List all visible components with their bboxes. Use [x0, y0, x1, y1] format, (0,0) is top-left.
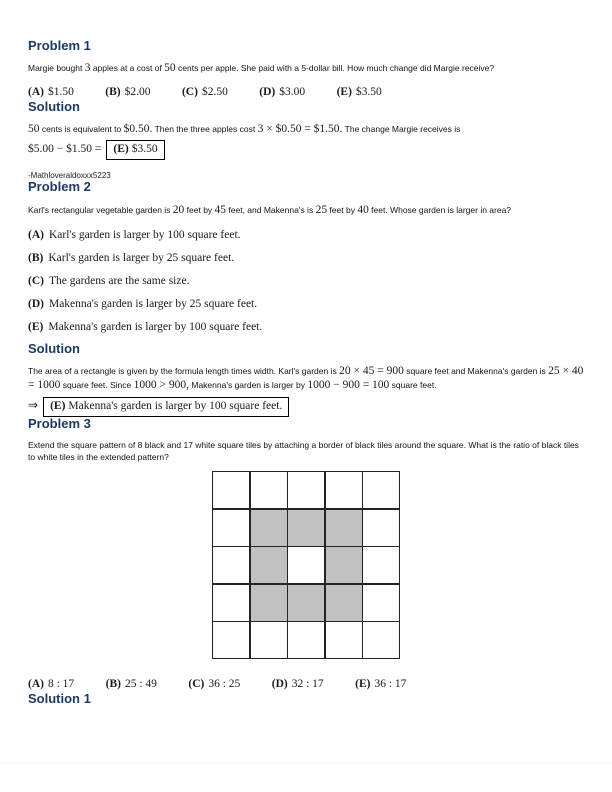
choice-label: (B): [105, 678, 121, 690]
white-tile: [288, 622, 324, 658]
shaded-tile: [251, 547, 287, 583]
choice-label: (D): [259, 86, 276, 98]
choice-label: (B): [105, 86, 121, 98]
body-text: Extend the square pattern of 8 black and 17 white square tiles by attaching a border of black tiles around the square. What is the ratio of black tiles to white tiles in the extended pattern?: [28, 440, 579, 462]
choice-label: (D): [271, 678, 288, 690]
choice-label: (C): [181, 86, 198, 98]
choice-value: $2.50: [201, 86, 228, 98]
problem-3-solution-heading: Solution 1: [28, 691, 91, 706]
problem-1-solution-line1: [28, 122, 584, 136]
white-tile: [363, 472, 399, 508]
shaded-tile: [326, 585, 362, 621]
problem-2-choices: [28, 227, 584, 334]
choice-label: (A): [28, 678, 44, 690]
choice-a: [28, 82, 74, 100]
tile-pattern-figure: [212, 471, 400, 659]
answer-label: (E): [113, 143, 129, 155]
math-text: 50: [164, 62, 176, 74]
problem-1-solution-heading: Solution: [28, 99, 80, 114]
body-text: feet by: [184, 205, 215, 215]
problem-2-solution-answer-line: [28, 397, 584, 417]
math-text: 3: [84, 62, 91, 74]
shaded-tile: [326, 510, 362, 546]
answer-text: Makenna's garden is larger by 100 square feet.: [68, 400, 283, 412]
choice-c: [188, 674, 240, 692]
choice-c: [182, 82, 228, 100]
problem-2-statement: [28, 204, 584, 216]
body-text: The change Margie receives is: [342, 124, 461, 134]
problem-2-section: [28, 180, 584, 417]
boxed-answer: [106, 140, 164, 160]
choice-a: [28, 227, 584, 242]
choice-label: (B): [28, 252, 44, 264]
problem-2-solution-paragraph: [28, 365, 584, 392]
body-text: Makenna's garden is larger by: [189, 379, 308, 390]
choice-d: [272, 674, 324, 692]
problem-1-solution-line2: [28, 140, 584, 160]
choice-value: 32 : 17: [291, 678, 324, 690]
white-tile: [363, 585, 399, 621]
math-text: 1000 − 900 = 100: [307, 378, 390, 391]
white-tile: [363, 547, 399, 583]
answer-text: $3.50: [131, 143, 158, 155]
choice-value: 36 : 25: [208, 678, 241, 690]
choice-a: [28, 674, 74, 692]
choice-value: $1.50: [47, 86, 74, 98]
white-tile: [213, 585, 249, 621]
shaded-tile: [251, 585, 287, 621]
shaded-tile: [251, 510, 287, 546]
choice-value: 25 : 49: [124, 678, 157, 690]
choice-label: (A): [28, 229, 44, 241]
choice-value: 36 : 17: [374, 678, 407, 690]
choice-label: (A): [28, 86, 44, 98]
body-text: cents is equivalent to: [39, 124, 124, 134]
body-text: square feet and Makenna's garden is: [403, 366, 549, 376]
solution-equation: $5.00 − $1.50 =: [28, 143, 102, 155]
choice-value: $3.00: [279, 86, 306, 98]
math-text: 25: [315, 204, 328, 216]
white-tile: [213, 510, 249, 546]
choice-d: [259, 82, 305, 100]
shaded-tile: [288, 585, 324, 621]
solution-attribution: -Mathloveraldoxxx5223: [28, 171, 111, 180]
choice-label: (D): [28, 298, 44, 310]
problem-1-section: [28, 39, 584, 180]
body-text: square feet.: [389, 379, 437, 390]
body-text: Karl's rectangular vegetable garden is: [28, 205, 173, 215]
math-text: 25 × 40 = 1000: [28, 365, 584, 391]
problem-2-heading: Problem 2: [28, 179, 91, 194]
white-tile: [326, 622, 362, 658]
shaded-tile: [326, 547, 362, 583]
problem-1-statement: [28, 62, 584, 74]
white-tile: [326, 472, 362, 508]
math-text: 45: [214, 204, 227, 216]
choice-value: $2.00: [124, 86, 151, 98]
choice-value: Karl's garden is larger by 100 square feet.: [48, 229, 241, 241]
problem-3-choices: [28, 674, 584, 692]
choice-label: (E): [336, 86, 352, 98]
body-text: feet by: [327, 205, 358, 215]
white-tile: [213, 622, 249, 658]
white-tile: [213, 547, 249, 583]
math-text: 20: [172, 204, 185, 216]
choice-label: (C): [188, 678, 205, 690]
choice-d: [28, 296, 584, 311]
choice-value: Makenna's garden is larger by 100 square feet.: [48, 321, 263, 333]
choice-value: Makenna's garden is larger by 25 square feet.: [48, 298, 258, 310]
math-text: $0.50.: [123, 123, 153, 135]
body-text: apples at a cost of: [90, 63, 165, 73]
white-tile: [288, 472, 324, 508]
white-tile: [251, 622, 287, 658]
problem-1-choices: [28, 82, 584, 100]
choice-label: (E): [355, 678, 371, 690]
math-text: 3 × $0.50 = $1.50.: [257, 123, 343, 135]
math-text: 40: [357, 204, 369, 216]
body-text: Margie bought: [28, 63, 85, 73]
body-text: Then the three apples cost: [152, 124, 258, 134]
choice-value: $3.50: [355, 86, 382, 98]
choice-label: (C): [28, 275, 44, 287]
choice-b: [28, 250, 584, 265]
white-tile: [288, 547, 324, 583]
white-tile: [251, 472, 287, 508]
page-bottom-edge: [0, 763, 612, 764]
choice-value: Karl's garden is larger by 25 square feet.: [48, 252, 235, 264]
body-text: cents per apple. She paid with a 5-dollar bill. How much change did Margie receive?: [175, 63, 495, 73]
choice-label: (E): [28, 321, 44, 333]
choice-e: [28, 319, 584, 334]
choice-e: [355, 674, 406, 692]
shaded-tile: [288, 510, 324, 546]
choice-c: [28, 273, 584, 288]
problem-3-section: [28, 417, 584, 706]
body-text: feet, and Makenna's is: [226, 205, 316, 215]
math-text: 1000 > 900,: [133, 378, 189, 391]
answer-label: (E): [50, 400, 66, 412]
implies-arrow: ⇒: [28, 398, 39, 412]
problem-2-solution-heading: Solution: [28, 341, 80, 356]
choice-value: The gardens are the same size.: [48, 275, 190, 287]
choice-b: [106, 674, 157, 692]
white-tile: [363, 622, 399, 658]
math-text: 20 × 45 = 900: [339, 365, 404, 377]
problem-3-statement: [28, 440, 584, 463]
white-tile: [363, 510, 399, 546]
choice-e: [337, 82, 382, 100]
body-text: feet. Whose garden is larger in area?: [368, 205, 512, 215]
choice-value: 8 : 17: [47, 678, 75, 690]
body-text: The area of a rectangle is given by the formula length times width. Karl's garden is: [28, 366, 340, 376]
problem-1-heading: Problem 1: [28, 38, 91, 53]
boxed-answer: [43, 397, 289, 417]
body-text: square feet. Since: [60, 379, 134, 390]
math-text: 50: [28, 123, 40, 135]
white-tile: [213, 472, 249, 508]
problem-3-heading: Problem 3: [28, 416, 91, 431]
choice-b: [105, 82, 150, 100]
